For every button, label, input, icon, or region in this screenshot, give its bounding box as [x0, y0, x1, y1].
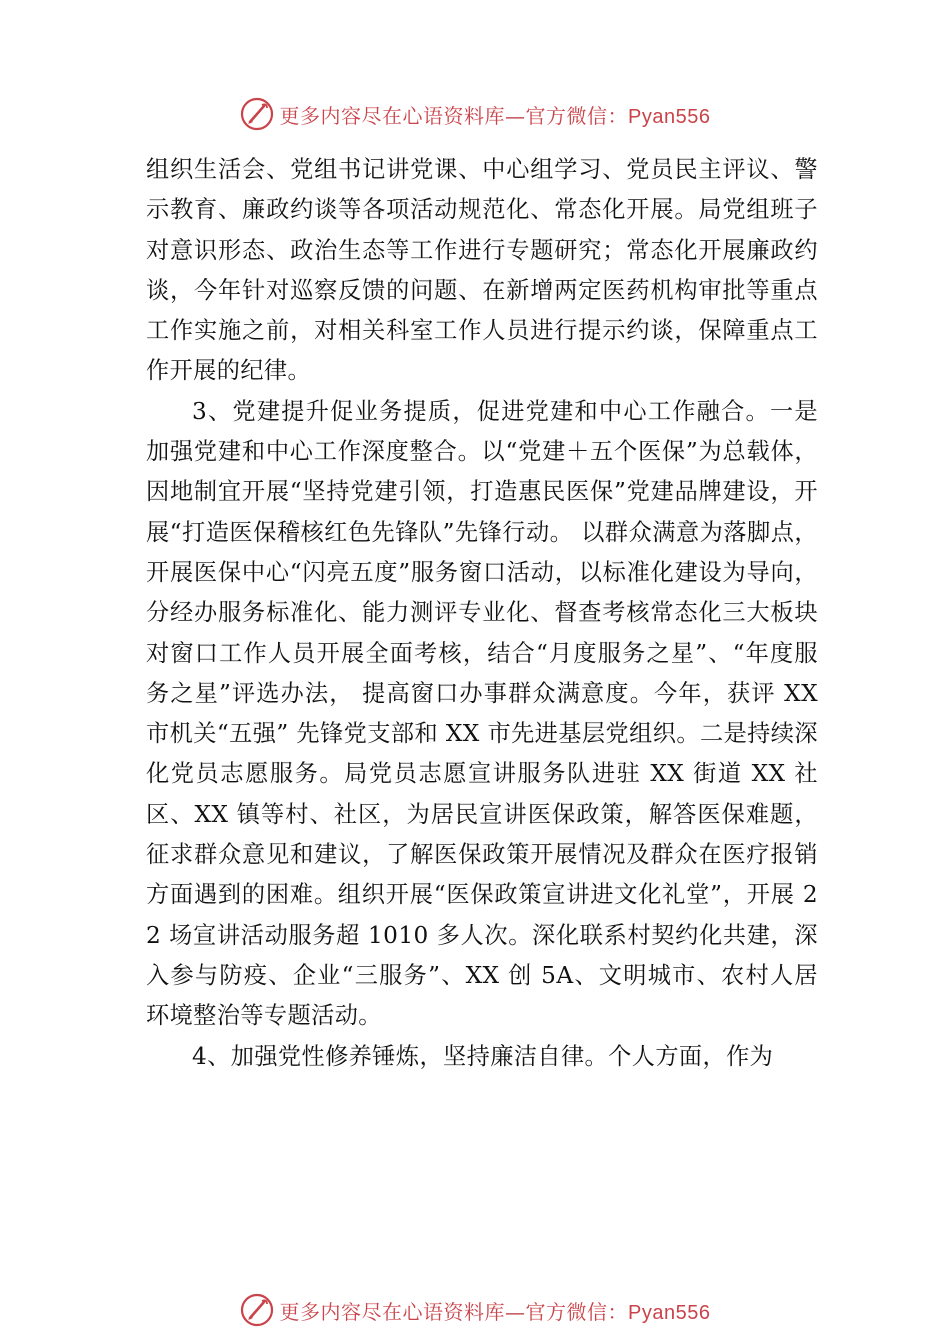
- footer-banner-dash: —: [505, 1299, 526, 1324]
- header-banner-dash: —: [505, 103, 526, 128]
- header-banner-wechat-label: 官方微信：: [525, 103, 629, 128]
- header-banner-main: 更多内容尽在心语资料库: [279, 103, 506, 128]
- pen-logo-icon: [240, 1293, 274, 1327]
- footer-banner-wechat-id: Pyan556: [628, 1301, 711, 1324]
- paragraph-item-3: 3、党建提升促业务提质，促进党建和中心工作融合。一是加强党建和中心工作深度整合。以“党建＋五个医保”为总载体，因地制宜开展“坚持党建引领，打造惠民医保”党建品牌建设，开展“打造医保稽核红色先锋队”先锋行动。 以群众满意为落脚点，开展医保中心“闪亮五度”服务窗口活动，以标准化建设为导向，分经办服务标准化、能力测评专业化、督查考核常态化三大板块对窗口工作人员开展全面考核，结合“月度服务之星”、“年度服务之星”评选办法， 提高窗口办事群众满意度。今年，获评 XX 市机关“五强” 先锋党支部和 XX 市先进基层党组织。二是持续深化党员志愿服务。局党员志愿宣讲服务队进驻 XX 街道 XX 社区、XX 镇等村、社区，为居民宣讲医保政策，解答医保难题，征求群众意见和建议，了解医保政策开展情况及群众在医疗报销方面遇到的困难。组织开展“医保政策宣讲进文化礼堂”，开展 22 场宣讲活动服务超 1010 多人次。深化联系村契约化共建，深入参与防疫、企业“三服务”、XX 创 5A、文明城市、农村人居环境整治等专题活动。: [146, 397, 818, 1030]
- paragraph-item-4: 4、加强党性修养锤炼，坚持廉洁自律。个人方面，作为: [192, 1042, 774, 1070]
- footer-banner-wechat-label: 官方微信：: [525, 1299, 629, 1324]
- header-banner-text: [280, 100, 711, 129]
- pen-logo-icon: [240, 97, 274, 131]
- header-banner: [0, 94, 950, 134]
- footer-banner-text: [280, 1296, 711, 1325]
- footer-banner-main: 更多内容尽在心语资料库: [279, 1299, 506, 1324]
- document-body: [146, 150, 818, 1077]
- paragraph-continuation: 组织生活会、党组书记讲党课、中心组学习、党员民主评议、警示教育、廉政约谈等各项活动规范化、常态化开展。局党组班子对意识形态、政治生态等工作进行专题研究；常态化开展廉政约谈，今年针对巡察反馈的问题、在新增两定医药机构审批等重点工作实施之前，对相关科室工作人员进行提示约谈，保障重点工作开展的纪律。: [146, 156, 818, 385]
- footer-banner: [0, 1290, 950, 1330]
- header-banner-wechat-id: Pyan556: [628, 105, 711, 128]
